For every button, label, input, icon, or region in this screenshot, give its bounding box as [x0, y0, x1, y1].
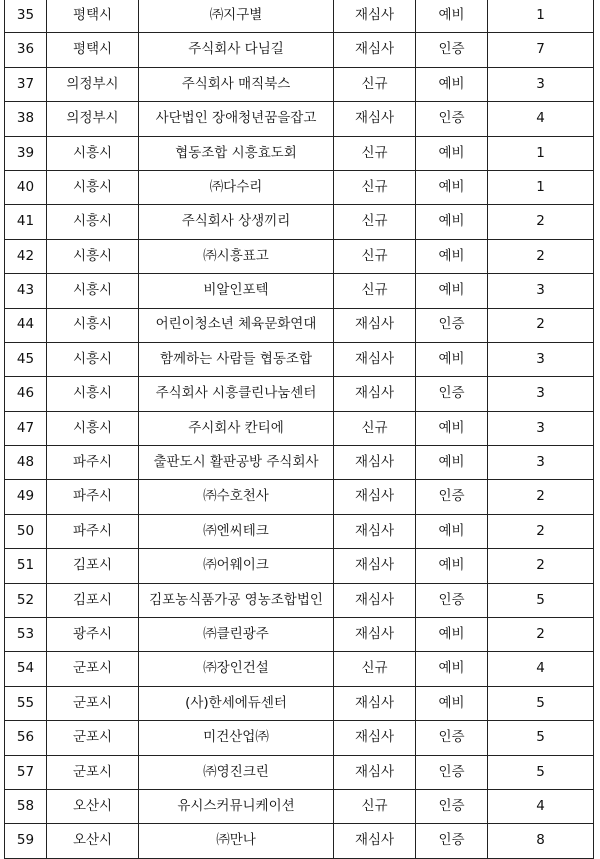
city-cell: 파주시 [47, 446, 139, 480]
review-type-cell: 신규 [334, 789, 416, 823]
city-cell: 시흥시 [47, 411, 139, 445]
table-row [5, 789, 594, 823]
organization-name-cell: ㈜만나 [139, 824, 334, 858]
city-cell: 시흥시 [47, 308, 139, 342]
organization-name-cell: 주식회사 매직북스 [139, 67, 334, 101]
row-number-cell: 43 [5, 274, 47, 308]
review-type-cell: 신규 [334, 170, 416, 204]
row-number-cell: 56 [5, 721, 47, 755]
certification-kind-cell: 인증 [416, 480, 488, 514]
certification-kind-cell: 예비 [416, 274, 488, 308]
review-type-cell: 재심사 [334, 824, 416, 858]
review-type-cell: 신규 [334, 239, 416, 273]
organization-name-cell: 사단법인 장애청년꿈을잡고 [139, 102, 334, 136]
city-cell: 군포시 [47, 652, 139, 686]
organization-name-cell: ㈜영진크린 [139, 755, 334, 789]
organization-name-cell: ㈜어웨이크 [139, 549, 334, 583]
organization-name-cell: 주시회사 칸티에 [139, 411, 334, 445]
count-cell: 3 [488, 446, 594, 480]
count-cell: 4 [488, 652, 594, 686]
certification-kind-cell: 인증 [416, 755, 488, 789]
count-cell: 3 [488, 342, 594, 376]
city-cell: 시흥시 [47, 205, 139, 239]
certification-kind-cell: 예비 [416, 549, 488, 583]
count-cell: 3 [488, 377, 594, 411]
organization-name-cell: 출판도시 활판공방 주식회사 [139, 446, 334, 480]
table-row [5, 514, 594, 548]
count-cell: 1 [488, 0, 594, 33]
review-type-cell: 재심사 [334, 102, 416, 136]
count-cell: 2 [488, 480, 594, 514]
certification-kind-cell: 예비 [416, 411, 488, 445]
review-type-cell: 재심사 [334, 33, 416, 67]
certification-kind-cell: 예비 [416, 618, 488, 652]
row-number-cell: 44 [5, 308, 47, 342]
count-cell: 8 [488, 824, 594, 858]
city-cell: 평택시 [47, 33, 139, 67]
row-number-cell: 52 [5, 583, 47, 617]
city-cell: 시흥시 [47, 342, 139, 376]
certification-kind-cell: 인증 [416, 583, 488, 617]
count-cell: 1 [488, 136, 594, 170]
organization-name-cell: ㈜장인건설 [139, 652, 334, 686]
table-row [5, 652, 594, 686]
table-row [5, 205, 594, 239]
certification-kind-cell: 예비 [416, 514, 488, 548]
row-number-cell: 40 [5, 170, 47, 204]
city-cell: 평택시 [47, 0, 139, 33]
organization-name-cell: 주식회사 다님길 [139, 33, 334, 67]
city-cell: 오산시 [47, 824, 139, 858]
review-type-cell: 재심사 [334, 0, 416, 33]
table-row [5, 824, 594, 858]
city-cell: 김포시 [47, 583, 139, 617]
certification-kind-cell: 예비 [416, 342, 488, 376]
review-type-cell: 신규 [334, 652, 416, 686]
table-row [5, 0, 594, 33]
city-cell: 의정부시 [47, 67, 139, 101]
table-row [5, 274, 594, 308]
city-cell: 파주시 [47, 480, 139, 514]
review-type-cell: 재심사 [334, 446, 416, 480]
row-number-cell: 38 [5, 102, 47, 136]
count-cell: 3 [488, 411, 594, 445]
organization-name-cell: 협동조합 시흥효도회 [139, 136, 334, 170]
count-cell: 2 [488, 549, 594, 583]
review-type-cell: 재심사 [334, 583, 416, 617]
organization-name-cell: 어린이청소년 체육문화연대 [139, 308, 334, 342]
table-row [5, 136, 594, 170]
organization-name-cell: ㈜시흥표고 [139, 239, 334, 273]
table-row [5, 102, 594, 136]
certification-kind-cell: 인증 [416, 721, 488, 755]
table-row [5, 170, 594, 204]
count-cell: 4 [488, 789, 594, 823]
city-cell: 시흥시 [47, 170, 139, 204]
organization-name-cell: ㈜지구별 [139, 0, 334, 33]
review-type-cell: 재심사 [334, 308, 416, 342]
row-number-cell: 59 [5, 824, 47, 858]
certification-kind-cell: 예비 [416, 0, 488, 33]
city-cell: 시흥시 [47, 377, 139, 411]
city-cell: 시흥시 [47, 274, 139, 308]
certification-kind-cell: 예비 [416, 67, 488, 101]
row-number-cell: 51 [5, 549, 47, 583]
review-type-cell: 재심사 [334, 618, 416, 652]
table-row [5, 377, 594, 411]
city-cell: 파주시 [47, 514, 139, 548]
city-cell: 군포시 [47, 686, 139, 720]
review-type-cell: 재심사 [334, 686, 416, 720]
row-number-cell: 35 [5, 0, 47, 33]
certification-kind-cell: 예비 [416, 205, 488, 239]
city-cell: 시흥시 [47, 136, 139, 170]
certification-kind-cell: 인증 [416, 377, 488, 411]
row-number-cell: 50 [5, 514, 47, 548]
row-number-cell: 46 [5, 377, 47, 411]
table-row [5, 686, 594, 720]
table-row [5, 446, 594, 480]
table-row [5, 549, 594, 583]
organization-name-cell: 주식회사 상생끼리 [139, 205, 334, 239]
row-number-cell: 36 [5, 33, 47, 67]
review-type-cell: 신규 [334, 411, 416, 445]
count-cell: 5 [488, 583, 594, 617]
row-number-cell: 57 [5, 755, 47, 789]
certification-kind-cell: 인증 [416, 308, 488, 342]
count-cell: 2 [488, 618, 594, 652]
review-type-cell: 재심사 [334, 342, 416, 376]
review-type-cell: 신규 [334, 136, 416, 170]
certification-kind-cell: 인증 [416, 102, 488, 136]
row-number-cell: 39 [5, 136, 47, 170]
review-type-cell: 재심사 [334, 377, 416, 411]
review-type-cell: 신규 [334, 274, 416, 308]
organization-name-cell: (사)한세에듀센터 [139, 686, 334, 720]
row-number-cell: 42 [5, 239, 47, 273]
organization-name-cell: ㈜수호천사 [139, 480, 334, 514]
row-number-cell: 49 [5, 480, 47, 514]
table-row [5, 721, 594, 755]
table-row [5, 308, 594, 342]
review-type-cell: 재심사 [334, 480, 416, 514]
certification-kind-cell: 예비 [416, 686, 488, 720]
organization-name-cell: 함께하는 사람들 협동조합 [139, 342, 334, 376]
table-body [5, 0, 594, 858]
table-row [5, 755, 594, 789]
count-cell: 2 [488, 239, 594, 273]
count-cell: 5 [488, 755, 594, 789]
count-cell: 5 [488, 686, 594, 720]
certification-kind-cell: 인증 [416, 789, 488, 823]
count-cell: 7 [488, 33, 594, 67]
city-cell: 의정부시 [47, 102, 139, 136]
row-number-cell: 47 [5, 411, 47, 445]
certification-kind-cell: 예비 [416, 170, 488, 204]
table-row [5, 411, 594, 445]
count-cell: 2 [488, 514, 594, 548]
table-row [5, 480, 594, 514]
table-row [5, 583, 594, 617]
city-cell: 군포시 [47, 721, 139, 755]
organization-name-cell: ㈜다수리 [139, 170, 334, 204]
row-number-cell: 54 [5, 652, 47, 686]
row-number-cell: 55 [5, 686, 47, 720]
organization-name-cell: 미건산업㈜ [139, 721, 334, 755]
review-type-cell: 재심사 [334, 755, 416, 789]
organization-name-cell: 유시스커뮤니케이션 [139, 789, 334, 823]
count-cell: 2 [488, 205, 594, 239]
row-number-cell: 41 [5, 205, 47, 239]
table-row [5, 33, 594, 67]
review-type-cell: 재심사 [334, 549, 416, 583]
row-number-cell: 45 [5, 342, 47, 376]
certification-kind-cell: 인증 [416, 824, 488, 858]
city-cell: 김포시 [47, 549, 139, 583]
count-cell: 4 [488, 102, 594, 136]
certification-kind-cell: 예비 [416, 136, 488, 170]
certification-kind-cell: 예비 [416, 446, 488, 480]
table-row [5, 239, 594, 273]
organization-name-cell: 김포농식품가공 영농조합법인 [139, 583, 334, 617]
review-type-cell: 신규 [334, 205, 416, 239]
review-type-cell: 재심사 [334, 514, 416, 548]
table-row [5, 618, 594, 652]
count-cell: 3 [488, 274, 594, 308]
row-number-cell: 37 [5, 67, 47, 101]
review-type-cell: 신규 [334, 67, 416, 101]
certification-kind-cell: 인증 [416, 33, 488, 67]
enterprise-table [4, 0, 594, 859]
city-cell: 오산시 [47, 789, 139, 823]
city-cell: 군포시 [47, 755, 139, 789]
organization-name-cell: 비알인포텍 [139, 274, 334, 308]
count-cell: 3 [488, 67, 594, 101]
count-cell: 5 [488, 721, 594, 755]
certification-kind-cell: 예비 [416, 652, 488, 686]
city-cell: 광주시 [47, 618, 139, 652]
table-row [5, 67, 594, 101]
row-number-cell: 58 [5, 789, 47, 823]
organization-name-cell: 주식회사 시흥클린나눔센터 [139, 377, 334, 411]
city-cell: 시흥시 [47, 239, 139, 273]
organization-name-cell: ㈜엔씨테크 [139, 514, 334, 548]
review-type-cell: 재심사 [334, 721, 416, 755]
row-number-cell: 48 [5, 446, 47, 480]
count-cell: 2 [488, 308, 594, 342]
organization-name-cell: ㈜클린광주 [139, 618, 334, 652]
certification-kind-cell: 예비 [416, 239, 488, 273]
count-cell: 1 [488, 170, 594, 204]
table-row [5, 342, 594, 376]
row-number-cell: 53 [5, 618, 47, 652]
